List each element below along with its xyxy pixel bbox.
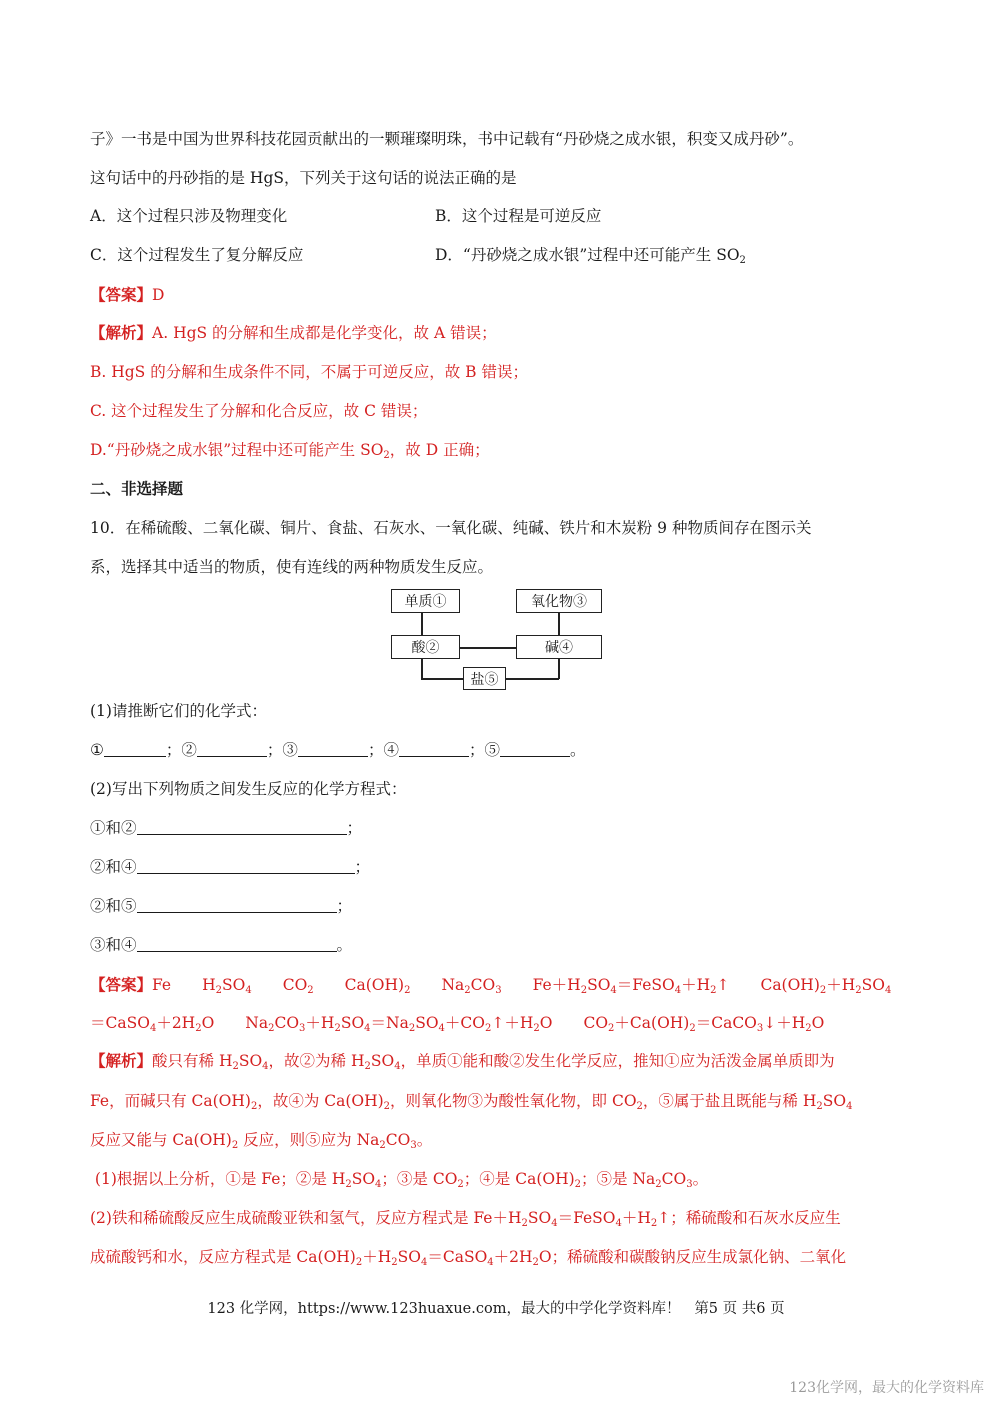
link-3-4 (558, 612, 560, 636)
q9-option-c: C．这个过程发生了复分解反应 (90, 246, 304, 264)
link-2-4 (460, 647, 516, 649)
q10-analysis-line3: 反应又能与 $Ca(OH)_2$ 反应，则⑤应为 $Na_2CO_3$。 (90, 1131, 433, 1151)
equation-blank-1[interactable] (137, 820, 347, 835)
q9-option-b: B．这个过程是可逆反应 (435, 207, 602, 225)
equation-blank-4[interactable] (137, 937, 337, 952)
q10-analysis-line2: Fe，而碱只有 $Ca(OH)_2$，故④为 $Ca(OH)_2$，则氧化物③为酸性氧化物，即 $CO_2$，⑤属于盐且既能与稀 $H_2SO_4$ (90, 1092, 853, 1112)
q9-option-a: A．这个过程只涉及物理变化 (90, 207, 288, 225)
q9-analysis-d: D.“丹砂烧之成水银”过程中还可能产生 $SO_2$，故 D 正确； (90, 441, 490, 461)
equation-2: ②和④ ； (90, 858, 371, 876)
page-number: 第5 页 共6 页 (694, 1301, 785, 1317)
q9-answer: 【答案】D (90, 285, 165, 304)
node-salt: 盐⑤ (463, 667, 506, 690)
equation-blank-2[interactable] (137, 859, 355, 874)
q10-analysis-line6: 成硫酸钙和水，反应方程式是 $Ca(OH)_2+H_2SO_4=CaSO_4+2H_2O$；稀硫酸和碳酸钠反应生成氯化钠、二氧化 (90, 1248, 847, 1268)
q10-answer-line1: 【答案】Fe $H_2SO_4$ $CO_2$ $Ca(OH)_2$ $Na_2CO_3$ $Fe+H_2SO_4=FeSO_4+H_2↑$ $Ca(OH)_2+H_2SO_4$ (90, 975, 892, 996)
footer-site: 123 化学网，https://www.123huaxue.com，最大的中学化学资料库！ (207, 1301, 681, 1317)
link-4-5-v (558, 657, 560, 679)
equation-4: ③和④ 。 (90, 936, 353, 954)
node-base: 碱④ (516, 635, 602, 659)
node-oxide: 氧化物③ (516, 589, 602, 613)
q9-line2: 这句话中的丹砂指的是 HgS，下列关于这句话的说法正确的是 (90, 169, 517, 187)
blank-1[interactable] (104, 742, 166, 757)
link-2-5-v (421, 657, 423, 679)
q10-part1: (1)请推断它们的化学式： (90, 702, 267, 720)
watermark: 123化学网，最大的化学资料库 (789, 1380, 984, 1396)
q10-part2: (2)写出下列物质之间发生反应的化学方程式： (90, 780, 407, 798)
q10-analysis-line1: 【解析】酸只有稀 $H_2SO_4$，故②为稀 $H_2SO_4$，单质①能和酸②发生化学反应，推知①应为活泼金属单质即为 (90, 1051, 835, 1072)
q9-option-d: D．“丹砂烧之成水银”过程中还可能产生 $SO_2$ (435, 246, 746, 266)
q10-stem-2: 系，选择其中适当的物质，使有连线的两种物质发生反应。 (90, 558, 494, 576)
q10-analysis-line5: (2)铁和稀硫酸反应生成硫酸亚铁和氢气，反应方程式是 $Fe+H_2SO_4=FeSO_4+H_2↑$；稀硫酸和石灰水反应生 (90, 1209, 841, 1229)
blank-5[interactable] (500, 742, 570, 757)
q9-analysis-b: B. HgS 的分解和生成条件不同，不属于可逆反应，故 B 错误； (90, 363, 528, 381)
link-1-2 (421, 612, 423, 636)
blank-3[interactable] (298, 742, 368, 757)
q10-stem-1: 10．在稀硫酸、二氧化碳、铜片、食盐、石灰水、一氧化碳、纯碱、铁片和木炭粉 9 种物质间存在图示关 (90, 519, 812, 537)
blank-2[interactable] (197, 742, 267, 757)
node-elemental: 单质① (391, 589, 460, 613)
q9-line1: 子》一书是中国为世界科技花园贡献出的一颗璀璨明珠，书中记载有“丹砂烧之成水银，积变又成丹砂”。 (90, 130, 804, 148)
q9-analysis-c: C. 这个过程发生了分解和化合反应，故 C 错误； (90, 402, 428, 420)
q9-analysis-a: 【解析】A. HgS 的分解和生成都是化学变化，故 A 错误； (90, 323, 497, 342)
section-title: 二、非选择题 (90, 479, 184, 498)
q10-answer-line2: $=CaSO_4+2H_2O$ $Na_2CO_3+H_2SO_4=Na_2SO_4+CO_2↑+H_2O$ $CO_2+Ca(OH)_2=CaCO_3↓+H_2O$ (90, 1014, 825, 1034)
equation-1: ①和② ； (90, 819, 363, 837)
page-footer (0, 1297, 992, 1318)
q10-formula-blanks: ① ；② ；③ ；④ ；⑤ 。 (90, 741, 586, 759)
blank-4[interactable] (399, 742, 469, 757)
equation-3: ②和⑤ ； (90, 897, 353, 915)
q10-analysis-line4: (1)根据以上分析，①是 Fe；②是 $H_2SO_4$；③是 $CO_2$；④是 $Ca(OH)_2$；⑤是 $Na_2CO_3$。 (90, 1170, 709, 1190)
node-acid: 酸② (391, 635, 460, 659)
equation-blank-3[interactable] (137, 898, 337, 913)
link-4-5-h (505, 678, 559, 680)
link-2-5-h (421, 678, 465, 680)
